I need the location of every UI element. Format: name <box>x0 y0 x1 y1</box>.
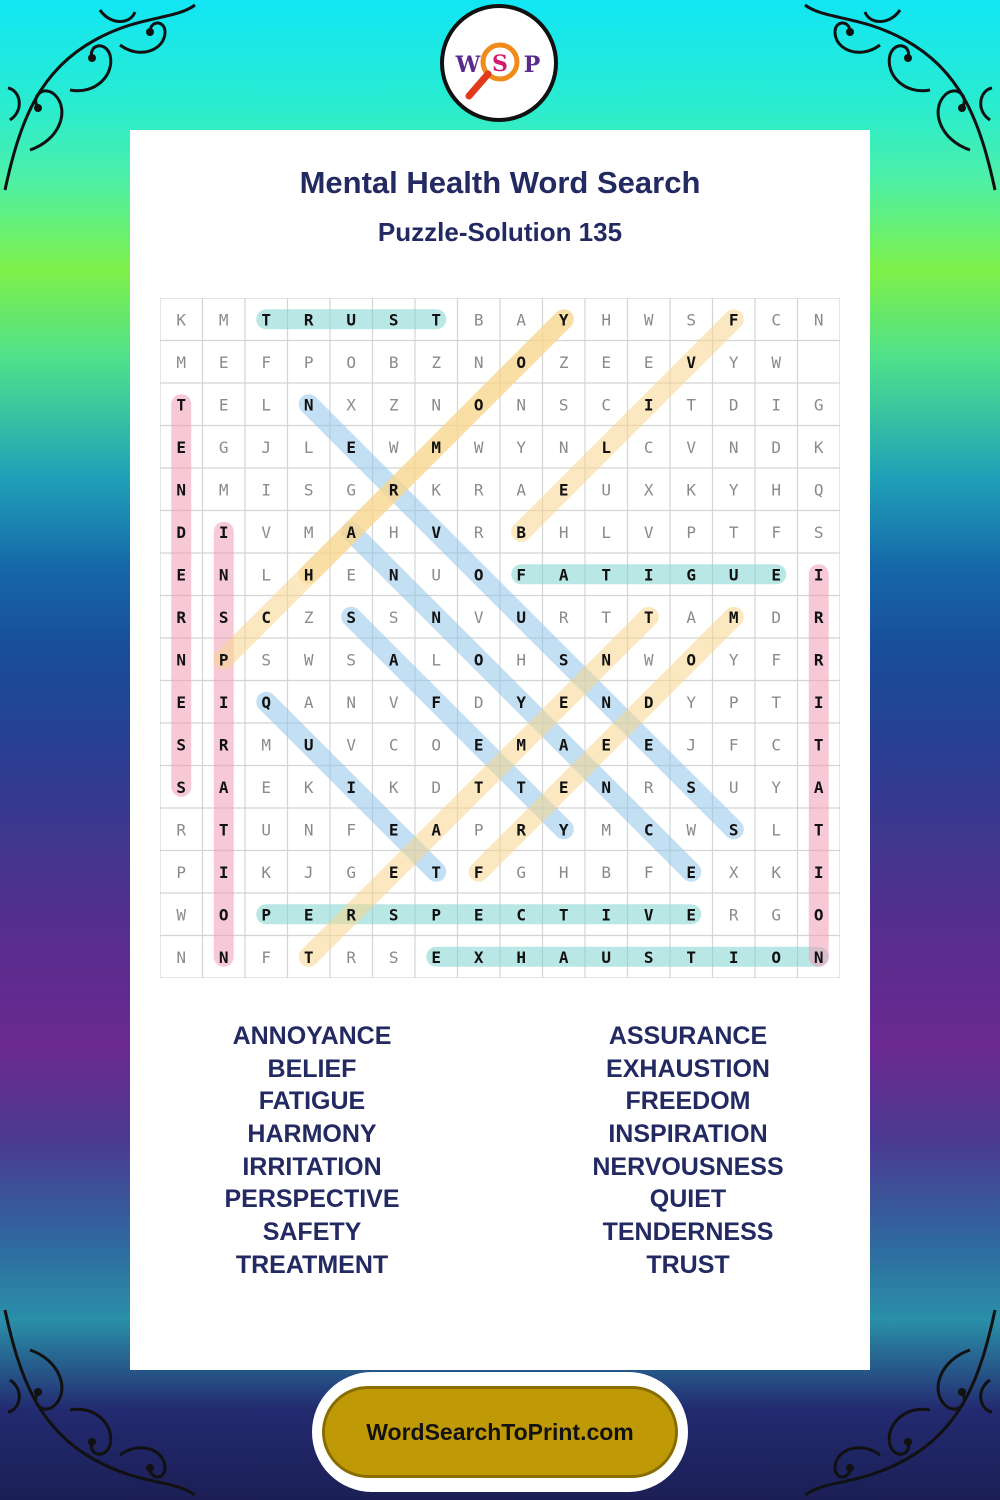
grid-letter[interactable]: O <box>686 650 697 670</box>
grid-letter[interactable]: H <box>516 947 527 967</box>
grid-letter[interactable]: N <box>473 352 484 372</box>
word-list-item: BELIEF <box>267 1054 357 1083</box>
grid-letter[interactable]: T <box>813 820 824 840</box>
grid-letter[interactable]: H <box>516 650 527 670</box>
grid-letter[interactable]: L <box>601 522 612 542</box>
grid-letter[interactable]: E <box>218 352 229 372</box>
grid-letter[interactable]: T <box>473 777 484 797</box>
grid-letter[interactable]: L <box>601 437 612 457</box>
grid-letter[interactable]: A <box>346 522 357 542</box>
grid-letter[interactable]: E <box>473 735 484 755</box>
grid-letter[interactable]: R <box>346 905 357 925</box>
grid-letter[interactable]: K <box>431 480 442 500</box>
grid-letter[interactable]: M <box>176 352 187 372</box>
grid-letter[interactable]: F <box>771 650 782 670</box>
grid-letter[interactable]: R <box>388 480 399 500</box>
grid-letter[interactable]: N <box>346 692 357 712</box>
grid-letter[interactable]: H <box>388 522 399 542</box>
grid-letter[interactable]: K <box>303 777 314 797</box>
grid-letter[interactable]: T <box>431 310 442 330</box>
grid-letter[interactable]: O <box>771 947 782 967</box>
grid-letter[interactable]: Z <box>388 395 399 415</box>
grid-letter[interactable]: E <box>601 352 612 372</box>
word-list-item: PERSPECTIVE <box>224 1185 400 1214</box>
grid-letter[interactable]: I <box>346 777 357 797</box>
grid-letter[interactable]: B <box>516 522 527 542</box>
grid-letter[interactable]: N <box>558 437 569 457</box>
grid-letter[interactable]: R <box>303 310 314 330</box>
grid-letter[interactable]: T <box>686 395 697 415</box>
grid-letter[interactable]: N <box>431 395 442 415</box>
grid-letter[interactable]: N <box>176 650 187 670</box>
grid-letter[interactable]: E <box>431 947 442 967</box>
grid-letter[interactable]: Q <box>813 480 824 500</box>
grid-letter[interactable]: V <box>346 735 357 755</box>
grid-letter[interactable]: E <box>686 862 697 882</box>
grid-letter[interactable]: N <box>431 607 442 627</box>
grid-letter[interactable]: O <box>346 352 357 372</box>
grid-letter[interactable]: R <box>813 650 824 670</box>
grid-letter[interactable]: G <box>346 862 357 882</box>
grid-letter[interactable]: N <box>218 565 229 585</box>
grid-letter[interactable]: M <box>431 437 442 457</box>
grid-letter[interactable]: R <box>643 777 654 797</box>
grid-letter[interactable]: K <box>813 437 824 457</box>
grid-letter[interactable]: A <box>303 692 314 712</box>
page-subtitle: Puzzle-Solution 135 <box>377 217 623 247</box>
grid-letter[interactable]: F <box>473 862 484 882</box>
grid-letter[interactable]: B <box>473 310 484 330</box>
grid-letter[interactable]: Z <box>558 352 569 372</box>
grid-letter[interactable]: C <box>516 905 527 925</box>
grid-letter[interactable]: Y <box>516 692 527 712</box>
grid-letter[interactable]: L <box>261 565 272 585</box>
grid-letter[interactable]: O <box>516 352 527 372</box>
logo-letter-w: W <box>455 52 481 78</box>
grid-letter[interactable]: F <box>516 565 527 585</box>
grid-letter[interactable]: W <box>771 352 782 372</box>
grid-letter[interactable]: N <box>176 947 187 967</box>
word-list-item: TENDERNESS <box>602 1218 774 1247</box>
grid-letter[interactable]: G <box>686 565 697 585</box>
grid-letter[interactable]: E <box>303 905 314 925</box>
grid-letter[interactable]: L <box>771 820 782 840</box>
word-list-item: TREATMENT <box>235 1250 389 1279</box>
grid-letter[interactable]: O <box>473 650 484 670</box>
grid-letter[interactable]: K <box>771 862 782 882</box>
grid-letter[interactable]: J <box>686 735 697 755</box>
site-logo[interactable] <box>440 4 558 122</box>
grid-letter[interactable]: E <box>473 905 484 925</box>
grid-letter[interactable]: N <box>218 947 229 967</box>
grid-letter[interactable]: C <box>771 310 782 330</box>
grid-letter[interactable]: P <box>473 820 484 840</box>
grid-letter[interactable]: N <box>813 947 824 967</box>
grid-letter[interactable]: X <box>346 395 357 415</box>
grid-letter[interactable]: L <box>431 650 442 670</box>
grid-letter[interactable]: V <box>643 905 654 925</box>
grid-letter[interactable]: F <box>346 820 357 840</box>
grid-letter[interactable]: E <box>388 820 399 840</box>
grid-letter[interactable]: U <box>728 777 739 797</box>
grid-letter[interactable]: M <box>303 522 314 542</box>
grid-letter[interactable]: T <box>261 310 272 330</box>
word-list-item: EXHAUSTION <box>606 1054 770 1083</box>
grid-letter[interactable]: Y <box>728 480 739 500</box>
grid-letter[interactable]: A <box>431 820 442 840</box>
grid-letter[interactable]: S <box>388 905 399 925</box>
grid-letter[interactable]: H <box>558 522 569 542</box>
grid-letter[interactable]: S <box>728 820 739 840</box>
grid-letter[interactable]: W <box>686 820 697 840</box>
grid-letter[interactable]: A <box>388 650 399 670</box>
grid-letter[interactable]: I <box>218 862 229 882</box>
grid-letter[interactable]: E <box>643 735 654 755</box>
grid-letter[interactable]: W <box>473 437 484 457</box>
grid-letter[interactable]: S <box>643 947 654 967</box>
grid-letter[interactable]: A <box>516 310 527 330</box>
word-list-item: ANNOYANCE <box>232 1022 392 1050</box>
grid-letter[interactable]: R <box>176 607 187 627</box>
grid-letter[interactable]: E <box>558 692 569 712</box>
grid-letter[interactable]: P <box>686 522 697 542</box>
grid-letter[interactable]: D <box>728 395 739 415</box>
grid-letter[interactable]: V <box>686 437 697 457</box>
logo-letter-s: S <box>492 51 508 77</box>
grid-letter[interactable]: U <box>728 565 739 585</box>
grid-letter[interactable]: K <box>176 310 187 330</box>
grid-letter[interactable]: A <box>218 777 229 797</box>
grid-letter[interactable]: E <box>771 565 782 585</box>
word-list-item: INSPIRATION <box>608 1120 768 1149</box>
grid-letter[interactable]: N <box>303 395 314 415</box>
grid-letter[interactable]: I <box>601 905 612 925</box>
grid-letter[interactable]: T <box>516 777 527 797</box>
grid-letter[interactable]: N <box>303 820 314 840</box>
grid-letter[interactable]: C <box>261 607 272 627</box>
grid-letter[interactable]: B <box>601 862 612 882</box>
grid-letter[interactable]: N <box>813 310 824 330</box>
grid-letter[interactable]: I <box>643 565 654 585</box>
grid-letter[interactable]: Y <box>728 650 739 670</box>
grid-letter[interactable]: W <box>643 650 654 670</box>
word-list-item: ASSURANCE <box>608 1022 768 1050</box>
grid-letter[interactable]: N <box>601 692 612 712</box>
grid-letter[interactable]: Y <box>771 777 782 797</box>
grid-letter[interactable]: S <box>346 650 357 670</box>
grid-letter[interactable]: V <box>431 522 442 542</box>
grid-letter[interactable]: S <box>686 310 697 330</box>
grid-letter[interactable]: J <box>261 437 272 457</box>
grid-letter[interactable]: Y <box>558 820 569 840</box>
grid-letter[interactable]: D <box>176 522 187 542</box>
grid-letter[interactable]: S <box>388 310 399 330</box>
grid-letter[interactable]: I <box>728 947 739 967</box>
grid-letter[interactable]: G <box>346 480 357 500</box>
grid-letter[interactable]: I <box>218 692 229 712</box>
grid-letter[interactable]: S <box>176 777 187 797</box>
grid-letter[interactable]: I <box>771 395 782 415</box>
grid-letter[interactable]: E <box>388 862 399 882</box>
word-search-grid[interactable] <box>160 298 840 978</box>
grid-letter[interactable]: P <box>261 905 272 925</box>
grid-letter[interactable]: T <box>601 607 612 627</box>
grid-letter[interactable]: A <box>813 777 824 797</box>
grid-letter[interactable]: A <box>516 480 527 500</box>
grid-letter[interactable]: E <box>558 480 569 500</box>
grid-letter[interactable]: W <box>388 437 399 457</box>
grid-letter[interactable]: U <box>601 947 612 967</box>
grid-letter[interactable]: E <box>643 352 654 372</box>
grid-letter[interactable]: E <box>176 692 187 712</box>
grid-letter[interactable]: S <box>303 480 314 500</box>
grid-letter[interactable]: S <box>813 522 824 542</box>
grid-letter[interactable]: F <box>643 862 654 882</box>
grid-letter[interactable]: V <box>261 522 272 542</box>
grid-letter[interactable]: E <box>218 395 229 415</box>
grid-letter[interactable]: C <box>601 395 612 415</box>
grid-letter[interactable]: H <box>601 310 612 330</box>
grid-letter[interactable]: E <box>686 905 697 925</box>
grid-letter[interactable]: N <box>176 480 187 500</box>
grid-letter[interactable]: M <box>728 607 739 627</box>
grid-letter[interactable]: C <box>771 735 782 755</box>
grid-letter[interactable]: X <box>643 480 654 500</box>
grid-letter[interactable]: D <box>643 692 654 712</box>
grid-letter[interactable]: S <box>558 650 569 670</box>
grid-letter[interactable]: S <box>388 947 399 967</box>
grid-letter[interactable]: S <box>261 650 272 670</box>
grid-letter[interactable]: Z <box>431 352 442 372</box>
grid-letter[interactable]: D <box>431 777 442 797</box>
grid-letter[interactable]: U <box>346 310 357 330</box>
grid-letter[interactable]: E <box>601 735 612 755</box>
grid-letter[interactable]: T <box>643 607 654 627</box>
grid-letter[interactable]: U <box>516 607 527 627</box>
grid-letter[interactable]: T <box>303 947 314 967</box>
grid-letter[interactable]: I <box>261 480 272 500</box>
grid-letter[interactable]: I <box>813 862 824 882</box>
grid-letter[interactable]: S <box>346 607 357 627</box>
grid-letter[interactable]: L <box>261 395 272 415</box>
grid-letter[interactable]: P <box>728 692 739 712</box>
grid-letter[interactable]: S <box>218 607 229 627</box>
grid-letter[interactable]: G <box>771 905 782 925</box>
grid-letter[interactable]: H <box>771 480 782 500</box>
grid-letter[interactable]: F <box>261 352 272 372</box>
word-list-right <box>508 1020 868 1282</box>
grid-letter[interactable]: Y <box>686 692 697 712</box>
grid-letter[interactable]: A <box>558 735 569 755</box>
grid-letter[interactable]: S <box>176 735 187 755</box>
grid-letter[interactable]: M <box>218 310 229 330</box>
word-list-left <box>132 1020 492 1282</box>
grid-letter[interactable]: M <box>218 480 229 500</box>
grid-letter[interactable]: R <box>813 607 824 627</box>
grid-letter[interactable]: G <box>813 395 824 415</box>
grid-letter[interactable]: B <box>388 352 399 372</box>
grid-letter[interactable]: S <box>558 395 569 415</box>
logo-letter-p: P <box>523 52 541 78</box>
grid-letter[interactable]: I <box>813 565 824 585</box>
grid-letter[interactable]: C <box>388 735 399 755</box>
grid-letter[interactable]: P <box>303 352 314 372</box>
grid-letter[interactable]: K <box>388 777 399 797</box>
grid-letter[interactable]: U <box>431 565 442 585</box>
grid-letter[interactable]: T <box>728 522 739 542</box>
grid-letter[interactable]: R <box>176 820 187 840</box>
word-list-item: HARMONY <box>247 1120 377 1149</box>
grid-letter[interactable]: V <box>388 692 399 712</box>
grid-letter[interactable]: E <box>261 777 272 797</box>
grid-letter[interactable]: D <box>771 437 782 457</box>
grid-letter[interactable]: K <box>261 862 272 882</box>
grid-letter[interactable]: N <box>728 437 739 457</box>
word-list-item: NERVOUSNESS <box>592 1152 784 1181</box>
grid-letter[interactable]: T <box>431 862 442 882</box>
grid-letter[interactable]: T <box>813 735 824 755</box>
grid-letter[interactable]: V <box>643 522 654 542</box>
grid-letter[interactable]: E <box>346 437 357 457</box>
grid-letter[interactable]: Y <box>558 310 569 330</box>
grid-letter[interactable]: W <box>303 650 314 670</box>
grid-letter[interactable]: C <box>643 820 654 840</box>
grid-letter[interactable]: N <box>388 565 399 585</box>
grid-letter[interactable]: N <box>601 777 612 797</box>
grid-letter[interactable]: F <box>431 692 442 712</box>
grid-letter[interactable]: U <box>303 735 314 755</box>
grid-letter[interactable]: N <box>516 395 527 415</box>
grid-letter[interactable]: H <box>558 862 569 882</box>
grid-letter[interactable]: F <box>728 310 739 330</box>
grid-letter[interactable]: Z <box>303 607 314 627</box>
grid-letter[interactable]: D <box>473 692 484 712</box>
grid-letter[interactable]: R <box>346 947 357 967</box>
page-title: Mental Health Word Search <box>299 165 701 200</box>
grid-letter[interactable]: U <box>261 820 272 840</box>
grid-letter[interactable]: O <box>473 565 484 585</box>
grid-letter[interactable]: L <box>303 437 314 457</box>
grid-letter[interactable]: P <box>431 905 442 925</box>
grid-letter[interactable]: E <box>558 777 569 797</box>
grid-letter[interactable]: G <box>516 862 527 882</box>
grid-letter[interactable]: F <box>261 947 272 967</box>
grid-letter[interactable]: S <box>388 607 399 627</box>
grid-letter[interactable]: W <box>176 905 187 925</box>
grid-letter[interactable]: T <box>686 947 697 967</box>
grid-letter[interactable]: U <box>601 480 612 500</box>
grid-letter[interactable]: H <box>303 565 314 585</box>
grid-letter[interactable]: J <box>303 862 314 882</box>
grid-letter[interactable]: S <box>686 777 697 797</box>
grid-letter[interactable]: N <box>601 650 612 670</box>
grid-letter[interactable]: O <box>813 905 824 925</box>
grid-letter[interactable]: V <box>686 352 697 372</box>
grid-letter[interactable]: M <box>516 735 527 755</box>
grid-letter[interactable]: E <box>176 437 187 457</box>
grid-letter[interactable]: I <box>643 395 654 415</box>
grid-letter[interactable]: O <box>218 905 229 925</box>
grid-letter[interactable]: R <box>516 820 527 840</box>
word-list-item: SAFETY <box>262 1218 362 1247</box>
grid-letter[interactable]: O <box>431 735 442 755</box>
word-list-item: FATIGUE <box>258 1087 366 1116</box>
grid-letter[interactable]: R <box>558 607 569 627</box>
grid-letter[interactable]: E <box>346 565 357 585</box>
grid-letter[interactable]: R <box>218 735 229 755</box>
grid-letter[interactable]: F <box>771 522 782 542</box>
grid-letter[interactable]: X <box>473 947 484 967</box>
grid-letter[interactable]: G <box>218 437 229 457</box>
word-list-item: FREEDOM <box>625 1087 751 1116</box>
grid-letter[interactable]: F <box>728 735 739 755</box>
grid-letter[interactable]: Y <box>516 437 527 457</box>
grid-letter[interactable]: I <box>813 692 824 712</box>
grid-letter[interactable]: V <box>473 607 484 627</box>
grid-letter[interactable]: Q <box>261 692 272 712</box>
grid-letter[interactable]: P <box>176 862 187 882</box>
grid-letter[interactable]: M <box>261 735 272 755</box>
grid-letter[interactable]: R <box>728 905 739 925</box>
grid-letter[interactable]: P <box>218 650 229 670</box>
grid-letter[interactable]: X <box>728 862 739 882</box>
grid-letter[interactable]: T <box>218 820 229 840</box>
word-list-item: IRRITATION <box>242 1152 382 1181</box>
grid-letter[interactable]: O <box>473 395 484 415</box>
grid-letter[interactable]: W <box>643 310 654 330</box>
website-link-button[interactable]: WordSearchToPrint.com <box>322 1386 678 1478</box>
word-list-item: TRUST <box>646 1250 730 1279</box>
word-list-item: QUIET <box>649 1185 727 1214</box>
grid-letter[interactable]: R <box>473 480 484 500</box>
grid-letter[interactable]: K <box>686 480 697 500</box>
grid-letter[interactable]: T <box>601 565 612 585</box>
grid-letter[interactable]: D <box>771 607 782 627</box>
grid-letter[interactable]: E <box>176 565 187 585</box>
grid-letter[interactable]: R <box>473 522 484 542</box>
grid-letter[interactable]: M <box>601 820 612 840</box>
grid-letter[interactable]: A <box>686 607 697 627</box>
grid-letter[interactable]: T <box>771 692 782 712</box>
grid-letter[interactable]: A <box>558 565 569 585</box>
grid-letter[interactable]: A <box>558 947 569 967</box>
grid-letter[interactable]: T <box>176 395 187 415</box>
grid-letter[interactable]: T <box>558 905 569 925</box>
grid-letter[interactable]: C <box>643 437 654 457</box>
grid-letter[interactable]: I <box>218 522 229 542</box>
grid-letter[interactable]: Y <box>728 352 739 372</box>
